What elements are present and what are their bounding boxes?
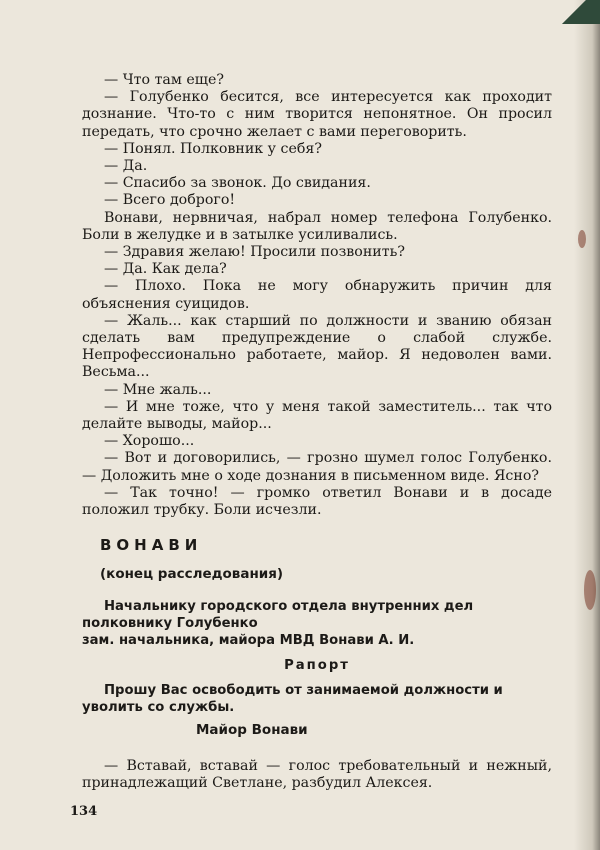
dialogue-line: — И мне тоже, что у меня такой заместитель... так что делайте выводы, майор...: [82, 398, 552, 433]
report-sender: зам. начальника, майора МВД Вонави А. И.: [82, 633, 415, 648]
ink-blot: [584, 570, 596, 610]
section-subtitle: (конец расследования): [100, 566, 284, 582]
dialogue-line: — Так точно! — громко ответил Вонави и в досаде положил трубку. Боли исчезли.: [82, 484, 552, 519]
page-number: 134: [70, 804, 98, 819]
dialogue-line: — Да. Как дела?: [104, 261, 227, 278]
dialogue-line: — Голубенко бесится, все интересуется как проходит дознание. Что-то с ним творится непонятное. Он просил передать, что срочно желает с вами переговорить.: [82, 89, 552, 140]
dialogue-line: — Понял. Полковник у себя?: [104, 140, 322, 157]
ink-blot: [578, 230, 586, 248]
closing-block: [82, 758, 552, 792]
dialogue-line: — Вот и договорились, — грозно шумел голос Голубенко. — Доложить мне о ходе дознания в письменном виде. Ясно?: [82, 450, 552, 484]
dialogue-line: — Что там еще?: [104, 72, 225, 88]
corner-mark: [560, 0, 600, 24]
dialogue-line: — Мне жаль...: [104, 381, 212, 398]
report-heading: Рапорт: [284, 658, 350, 673]
report-addressee: Начальнику городского отдела внутренних дел полковнику Голубенко: [82, 599, 474, 631]
narration-line: Вонави, нервничая, набрал номер телефона Голубенко. Боли в желудке и в затылке усиливались.: [82, 209, 552, 243]
dialogue-line: — Хорошо...: [104, 433, 195, 450]
dialogue-line: — Да.: [104, 158, 148, 175]
section-title: ВОНАВИ: [100, 536, 203, 554]
dialogue-line: — Жаль... как старший по должности и званию обязан сделать вам предупреждение о слабой службе. Непрофессионально работаете, майор. Я недоволен вами. Весьма...: [82, 312, 552, 381]
report-block: [82, 598, 552, 716]
dialogue-line: — Здравия желаю! Просили позвонить?: [104, 244, 405, 261]
dialogue-line: — Плохо. Пока не могу обнаружить причин для объяснения суицидов.: [82, 278, 552, 312]
report-signature: Майор Вонави: [196, 722, 308, 738]
dialogue-block: [82, 72, 552, 519]
closing-line: — Вставай, вставай — голос требовательный и нежный, принадлежащий Светлане, разбудил Алексея.: [82, 758, 552, 792]
dialogue-line: — Спасибо за звонок. До свидания.: [104, 175, 371, 192]
report-body: Прошу Вас освободить от занимаемой должности и уволить со службы.: [82, 683, 503, 715]
dialogue-line: — Всего доброго!: [104, 192, 236, 209]
page-edge-shadow: [574, 0, 600, 850]
